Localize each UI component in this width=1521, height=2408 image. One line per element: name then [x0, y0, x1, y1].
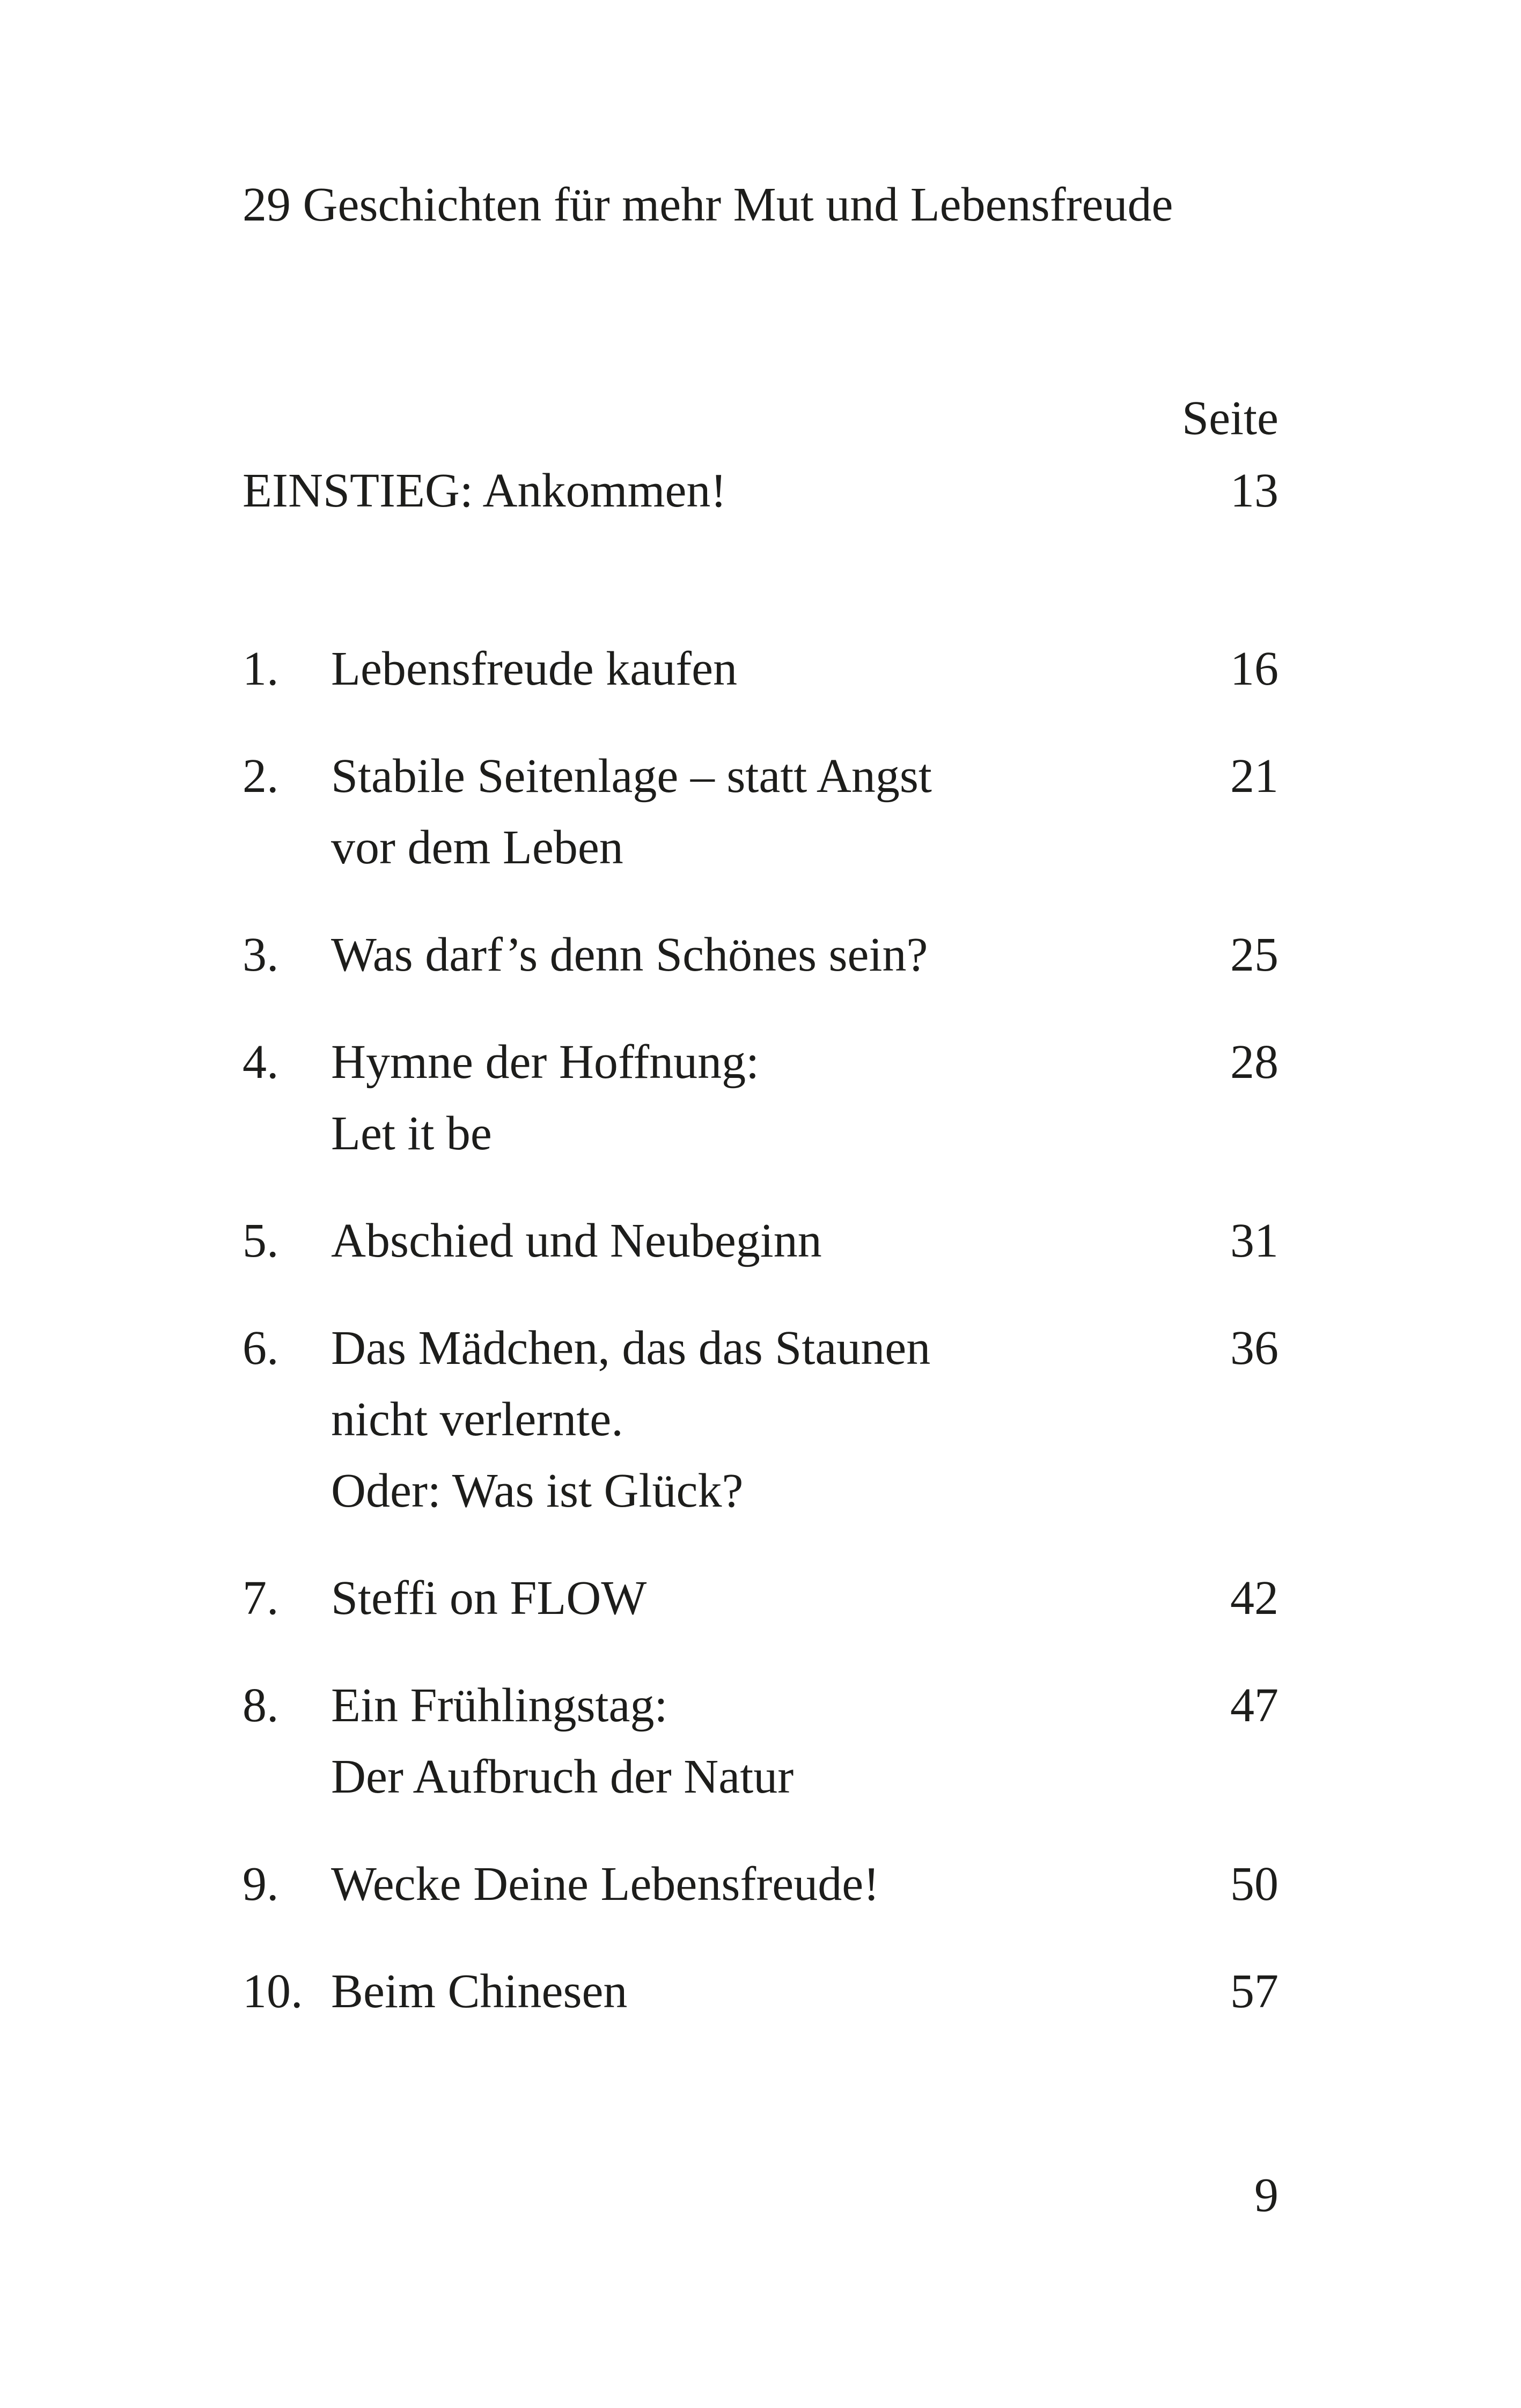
toc-entry-title-line: Oder: Was ist Glück?: [331, 1464, 744, 1517]
toc-intro-label: EINSTIEG: Ankommen!: [243, 464, 727, 517]
toc-entry-number: 7.: [243, 1572, 279, 1625]
toc-entry-title: [331, 1956, 1230, 2027]
toc-entry-number: 6.: [243, 1322, 279, 1375]
toc-entry-title: [331, 1848, 1230, 1920]
toc-entry-title-line: Der Aufbruch der Natur: [331, 1750, 794, 1803]
toc-entry-page-number: 28: [1230, 1036, 1278, 1089]
toc-entry: [243, 740, 1278, 883]
toc-entry: [243, 919, 1278, 990]
toc-entry-title-line: Ein Frühlingstag:: [331, 1679, 668, 1732]
toc-entry: [243, 633, 1278, 704]
toc-entry-title-line: Beim Chinesen: [331, 1965, 628, 2018]
toc-entry-number: 2.: [243, 750, 279, 803]
toc-entry-title: [331, 1026, 1230, 1169]
toc-entry: [243, 1205, 1278, 1276]
toc-entry-title-line: Lebensfreude kaufen: [331, 642, 738, 695]
toc-entry-title-line: nicht verlernte.: [331, 1393, 623, 1446]
toc-entry-number: 4.: [243, 1036, 279, 1089]
toc-entry-number: 5.: [243, 1214, 279, 1267]
toc-entry-page-number: 50: [1230, 1858, 1278, 1911]
toc-entry-title-line: Das Mädchen, das das Staunen: [331, 1322, 931, 1375]
toc-entry-number: 1.: [243, 642, 279, 695]
toc-entry-title-line: Wecke Deine Lebensfreude!: [331, 1858, 880, 1911]
page-title: 29 Geschichten für mehr Mut und Lebensfreude: [243, 178, 1173, 231]
toc-entry-title-line: Abschied und Neubeginn: [331, 1214, 822, 1267]
toc-entry-title-line: Hymne der Hoffnung:: [331, 1036, 760, 1089]
folio-page-number: 9: [1254, 2169, 1278, 2222]
toc-entry-title: [331, 1205, 1230, 1276]
toc-entry: [243, 1848, 1278, 1920]
toc-entry-title-line: vor dem Leben: [331, 821, 623, 874]
toc-list: [243, 633, 1278, 2063]
toc-entry-number: 10.: [243, 1965, 303, 2018]
toc-entry-page-number: 31: [1230, 1214, 1278, 1267]
toc-entry-page-number: 36: [1230, 1322, 1278, 1375]
toc-entry-title-line: Stabile Seitenlage – statt Angst: [331, 750, 932, 803]
toc-intro-page: 13: [1230, 464, 1278, 517]
toc-entry: [243, 1670, 1278, 1812]
toc-intro-entry: [243, 455, 1278, 526]
toc-entry-page-number: 16: [1230, 642, 1278, 695]
toc-entry-title: [331, 633, 1230, 704]
toc-entry: [243, 1026, 1278, 1169]
toc-entry-number: 8.: [243, 1679, 279, 1732]
toc-entry-page-number: 47: [1230, 1679, 1278, 1732]
toc-entry-title: [331, 740, 1230, 883]
toc-entry-page-number: 42: [1230, 1572, 1278, 1625]
toc-entry-title: [331, 1670, 1230, 1812]
toc-entry-number: 9.: [243, 1858, 279, 1911]
toc-entry-page-number: 21: [1230, 750, 1278, 803]
toc-entry: [243, 1956, 1278, 2027]
toc-entry-title-line: Let it be: [331, 1107, 492, 1160]
toc-entry-title: [331, 919, 1230, 990]
toc-entry-page-number: 25: [1230, 928, 1278, 981]
toc-entry-title: [331, 1562, 1230, 1634]
toc-entry-number: 3.: [243, 928, 279, 981]
page-column-label: Seite: [1182, 392, 1278, 445]
toc-entry-title-line: Steffi on FLOW: [331, 1572, 647, 1625]
toc-entry: [243, 1562, 1278, 1634]
toc-entry: [243, 1312, 1278, 1526]
toc-entry-title: [331, 1312, 1230, 1526]
toc-entry-page-number: 57: [1230, 1965, 1278, 2018]
toc-entry-title-line: Was darf’s denn Schönes sein?: [331, 928, 928, 981]
